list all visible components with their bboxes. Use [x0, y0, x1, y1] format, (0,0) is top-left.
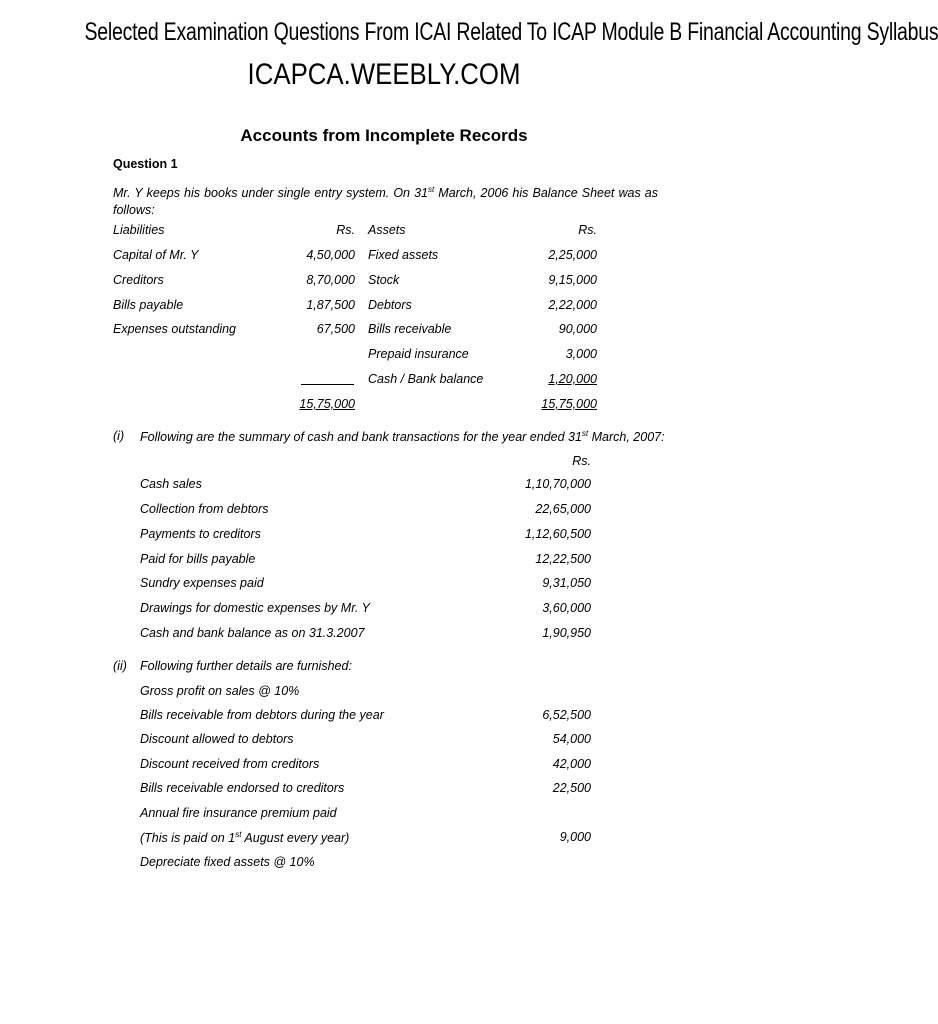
liability-label: Bills payable — [113, 298, 184, 312]
transaction-label: Sundry expenses paid — [140, 576, 264, 590]
header-site-name: ICAPCA.WEEBLY.COM — [247, 58, 521, 91]
section-i-marker: (i) — [113, 429, 125, 443]
transaction-label: Payments to creditors — [140, 527, 261, 541]
transaction-value: 1,90,950 — [542, 626, 591, 640]
assets-header: Assets — [368, 223, 406, 237]
asset-value: 1,20,000 — [548, 372, 597, 386]
detail-value: 54,000 — [552, 732, 591, 746]
detail-label: Discount received from creditors — [140, 757, 320, 771]
asset-label: Cash / Bank balance — [368, 372, 484, 386]
asset-value: 3,000 — [565, 347, 597, 361]
asset-label: Debtors — [368, 298, 412, 312]
transaction-value: 9,31,050 — [542, 576, 591, 590]
header-line-1: Selected Examination Questions From ICAI Related To ICAP Module B Financial Accounting Syllabus — [84, 18, 938, 46]
transaction-label: Cash and bank balance as on 31.3.2007 — [140, 626, 365, 640]
liability-label: Capital of Mr. Y — [113, 248, 199, 262]
liability-value: 67,500 — [316, 322, 355, 336]
detail-value: 22,500 — [552, 781, 591, 795]
detail-value: 6,52,500 — [542, 708, 591, 722]
asset-value: 90,000 — [558, 322, 597, 336]
asset-value: 2,22,000 — [548, 298, 597, 312]
detail-value: 42,000 — [552, 757, 591, 771]
transaction-value: 1,12,60,500 — [524, 527, 591, 541]
transaction-value: 12,22,500 — [535, 552, 591, 566]
liability-value: 4,50,000 — [306, 248, 355, 262]
asset-value: 9,15,000 — [548, 273, 597, 287]
liabilities-total: 15,75,000 — [299, 397, 355, 411]
section-i-unit: Rs. — [572, 454, 591, 468]
transaction-label: Cash sales — [140, 477, 202, 491]
detail-label: Discount allowed to debtors — [140, 732, 294, 746]
section-ii-marker: (ii) — [113, 659, 127, 673]
page-title: Accounts from Incomplete Records — [240, 126, 528, 145]
detail-label: Annual fire insurance premium paid — [140, 806, 337, 820]
transaction-label: Collection from debtors — [140, 502, 269, 516]
liability-label: Creditors — [113, 273, 164, 287]
liabilities-header: Liabilities — [113, 223, 165, 237]
asset-label: Stock — [368, 273, 400, 287]
question-intro: Mr. Y keeps his books under single entry system. On 31st March, 2006 his Balance Sheet was as follows: — [113, 185, 658, 218]
assets-unit: Rs. — [578, 223, 597, 237]
transaction-value: 3,60,000 — [542, 601, 591, 615]
premium-note: (This is paid on 1st August every year) — [140, 830, 350, 846]
asset-label: Prepaid insurance — [368, 347, 469, 361]
liabilities-unit: Rs. — [336, 223, 355, 237]
detail-label: Bills receivable endorsed to creditors — [140, 781, 345, 795]
question-label: Question 1 — [113, 157, 178, 171]
liability-value: 8,70,000 — [306, 273, 355, 287]
transaction-value: 22,65,000 — [535, 502, 591, 516]
liabilities-total-rule — [301, 384, 354, 385]
assets-total: 15,75,000 — [541, 397, 597, 411]
asset-label: Bills receivable — [368, 322, 452, 336]
transaction-value: 1,10,70,000 — [524, 477, 591, 491]
transaction-label: Paid for bills payable — [140, 552, 256, 566]
liability-value: 1,87,500 — [306, 298, 355, 312]
asset-label: Fixed assets — [368, 248, 439, 262]
liability-label: Expenses outstanding — [113, 322, 237, 336]
detail-label: Gross profit on sales @ 10% — [140, 684, 300, 698]
asset-value: 2,25,000 — [548, 248, 597, 262]
section-i-text: Following are the summary of cash and bank transactions for the year ended 31st March, 2007: — [140, 429, 665, 445]
premium-value: 9,000 — [559, 830, 591, 844]
section-ii-text: Following further details are furnished: — [140, 659, 352, 673]
detail-label: Bills receivable from debtors during the year — [140, 708, 384, 722]
depreciation-note: Depreciate fixed assets @ 10% — [140, 855, 315, 869]
transaction-label: Drawings for domestic expenses by Mr. Y — [140, 601, 370, 615]
